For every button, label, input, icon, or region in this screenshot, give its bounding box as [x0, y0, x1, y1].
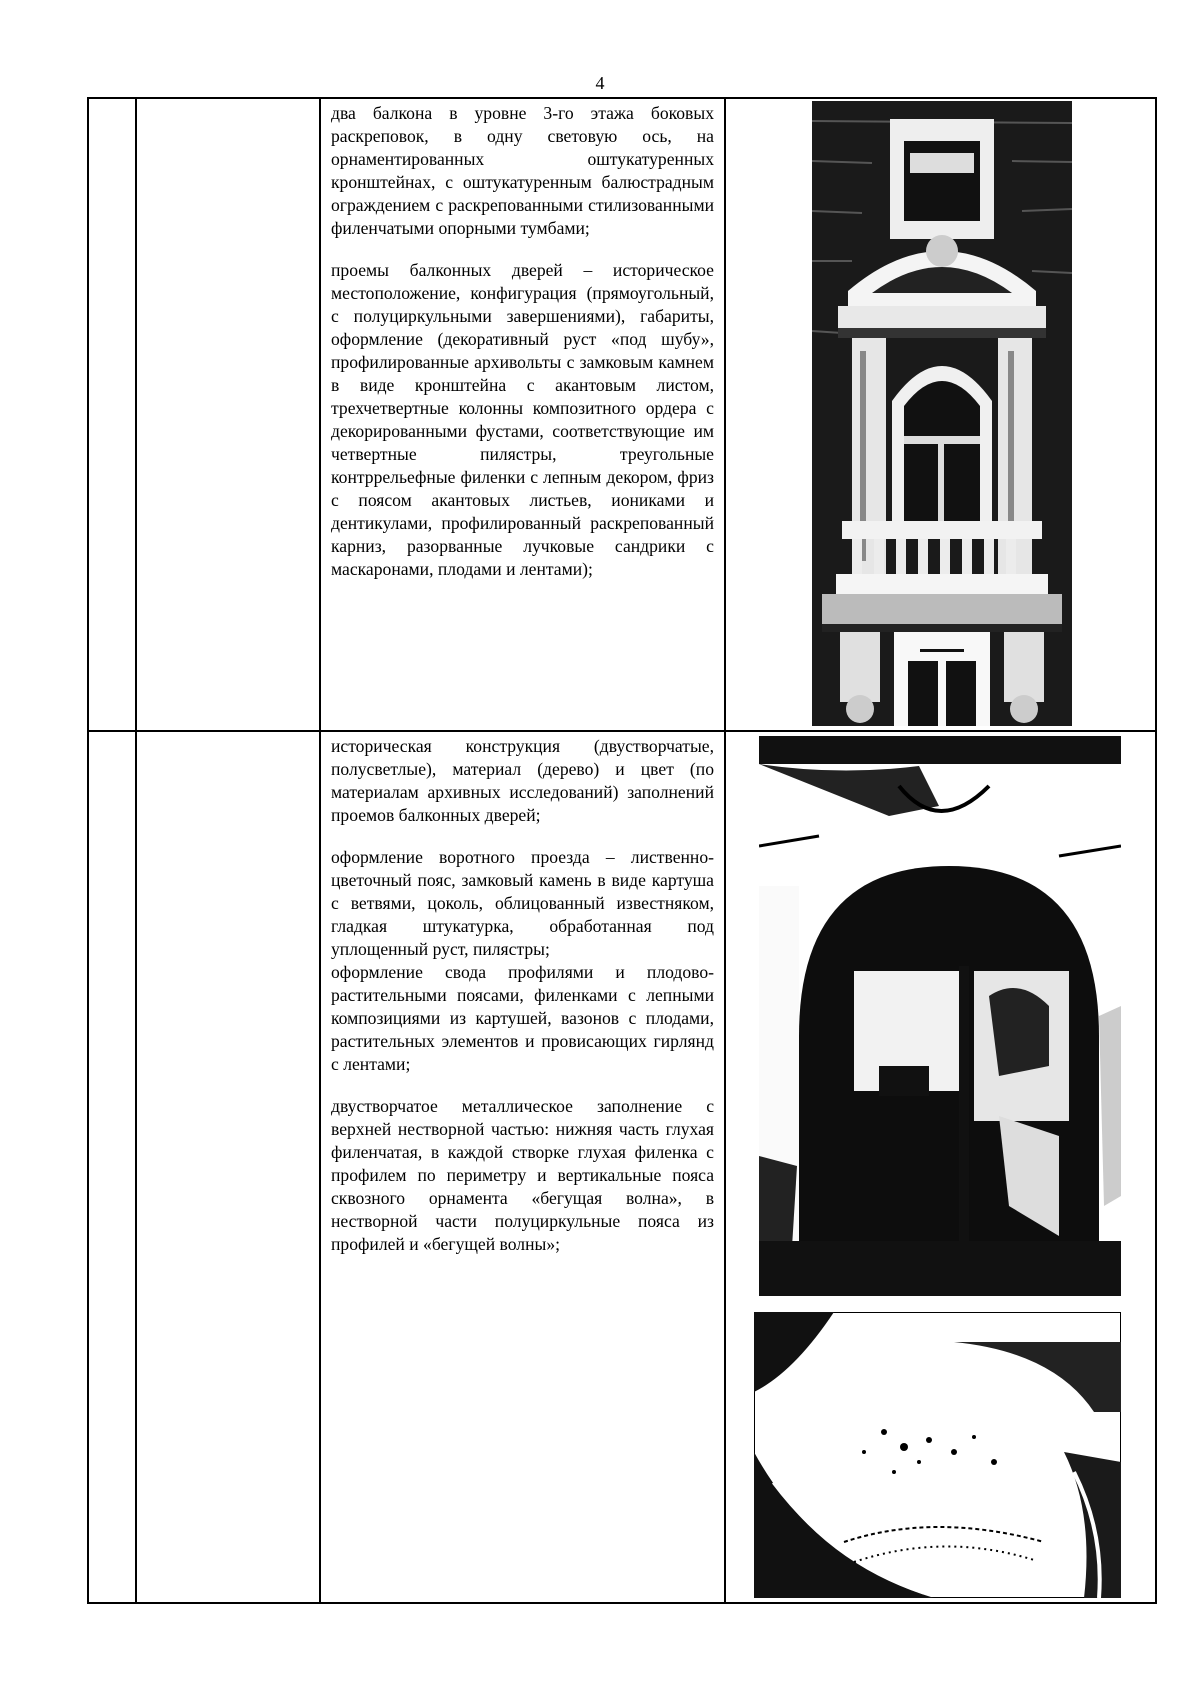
number-cell [88, 731, 136, 1603]
description-paragraph: историческая конструкция (двустворчатые, полусветлые), материал (дерево) и цвет (по материалам архивных исследований) заполнений проемов балконных дверей; [331, 736, 714, 825]
monument-subject-table [87, 97, 1157, 1604]
description-paragraph: оформление воротного проезда – лиственно-цветочный пояс, замковый камень в виде картуша с ветвями, цоколь, облицованный известняком, гладкая штукатурка, обработанная под уплощенный руст, пилястры; [331, 847, 714, 959]
description-paragraph: проемы балконных дверей – историческое местоположение, конфигурация (прямоугольный, с полуциркульными завершениями), габариты, оформление (декоративный руст «под шубу», профилированные архивольты с замковым камнем в виде кронштейна с акантовым листом, трехчетвертные колонны композитного ордера с декорированными фустами, соответствующие им четвертные пилястры, треугольные контррельефные филенки с лепным декором, фриз с поясом акантовых листьев, иониками и дентикулами, профилированный раскрепованный карниз, разорванные лучковые сандрики с маскаронами, плодами и лентами); [331, 260, 714, 579]
vault-ceiling-photo [754, 1312, 1121, 1598]
description-paragraph: оформление свода профилями и плодово-растительными поясами, филенками с лепными композициями из картушей, вазонов с плодами, растительных элементов и провисающих гирлянд с лентами; [331, 962, 714, 1074]
number-cell [88, 98, 136, 731]
description-paragraph: двустворчатое металлическое заполнение с верхней нестворной частью: нижняя часть глухая филенчатая, в каждой створке глухая филенка с профилем по периметру и вертикальные пояса сквозного орнамента «бегущая волна», в нестворной части полуциркульные пояса из профилей и «бегущей волны»; [331, 1096, 714, 1254]
description-paragraph: два балкона в уровне 3-го этажа боковых раскреповок, в одну световую ось, на орнаментированных оштукатуренных кронштейнах, с оштукатуренным балюстрадным ограждением с раскрепованными стилизованными филенчатыми опорными тумбами; [331, 103, 714, 238]
description-cell [320, 731, 725, 1603]
page-number: 4 [595, 73, 605, 93]
photo-cell [725, 731, 1156, 1603]
description-cell [320, 98, 725, 731]
gateway-passage-photo [759, 736, 1121, 1296]
category-cell [136, 98, 320, 731]
table-row [88, 98, 1156, 731]
photo-cell [725, 98, 1156, 731]
balcony-facade-photo [812, 101, 1072, 726]
category-cell [136, 731, 320, 1603]
table-row [88, 731, 1156, 1603]
